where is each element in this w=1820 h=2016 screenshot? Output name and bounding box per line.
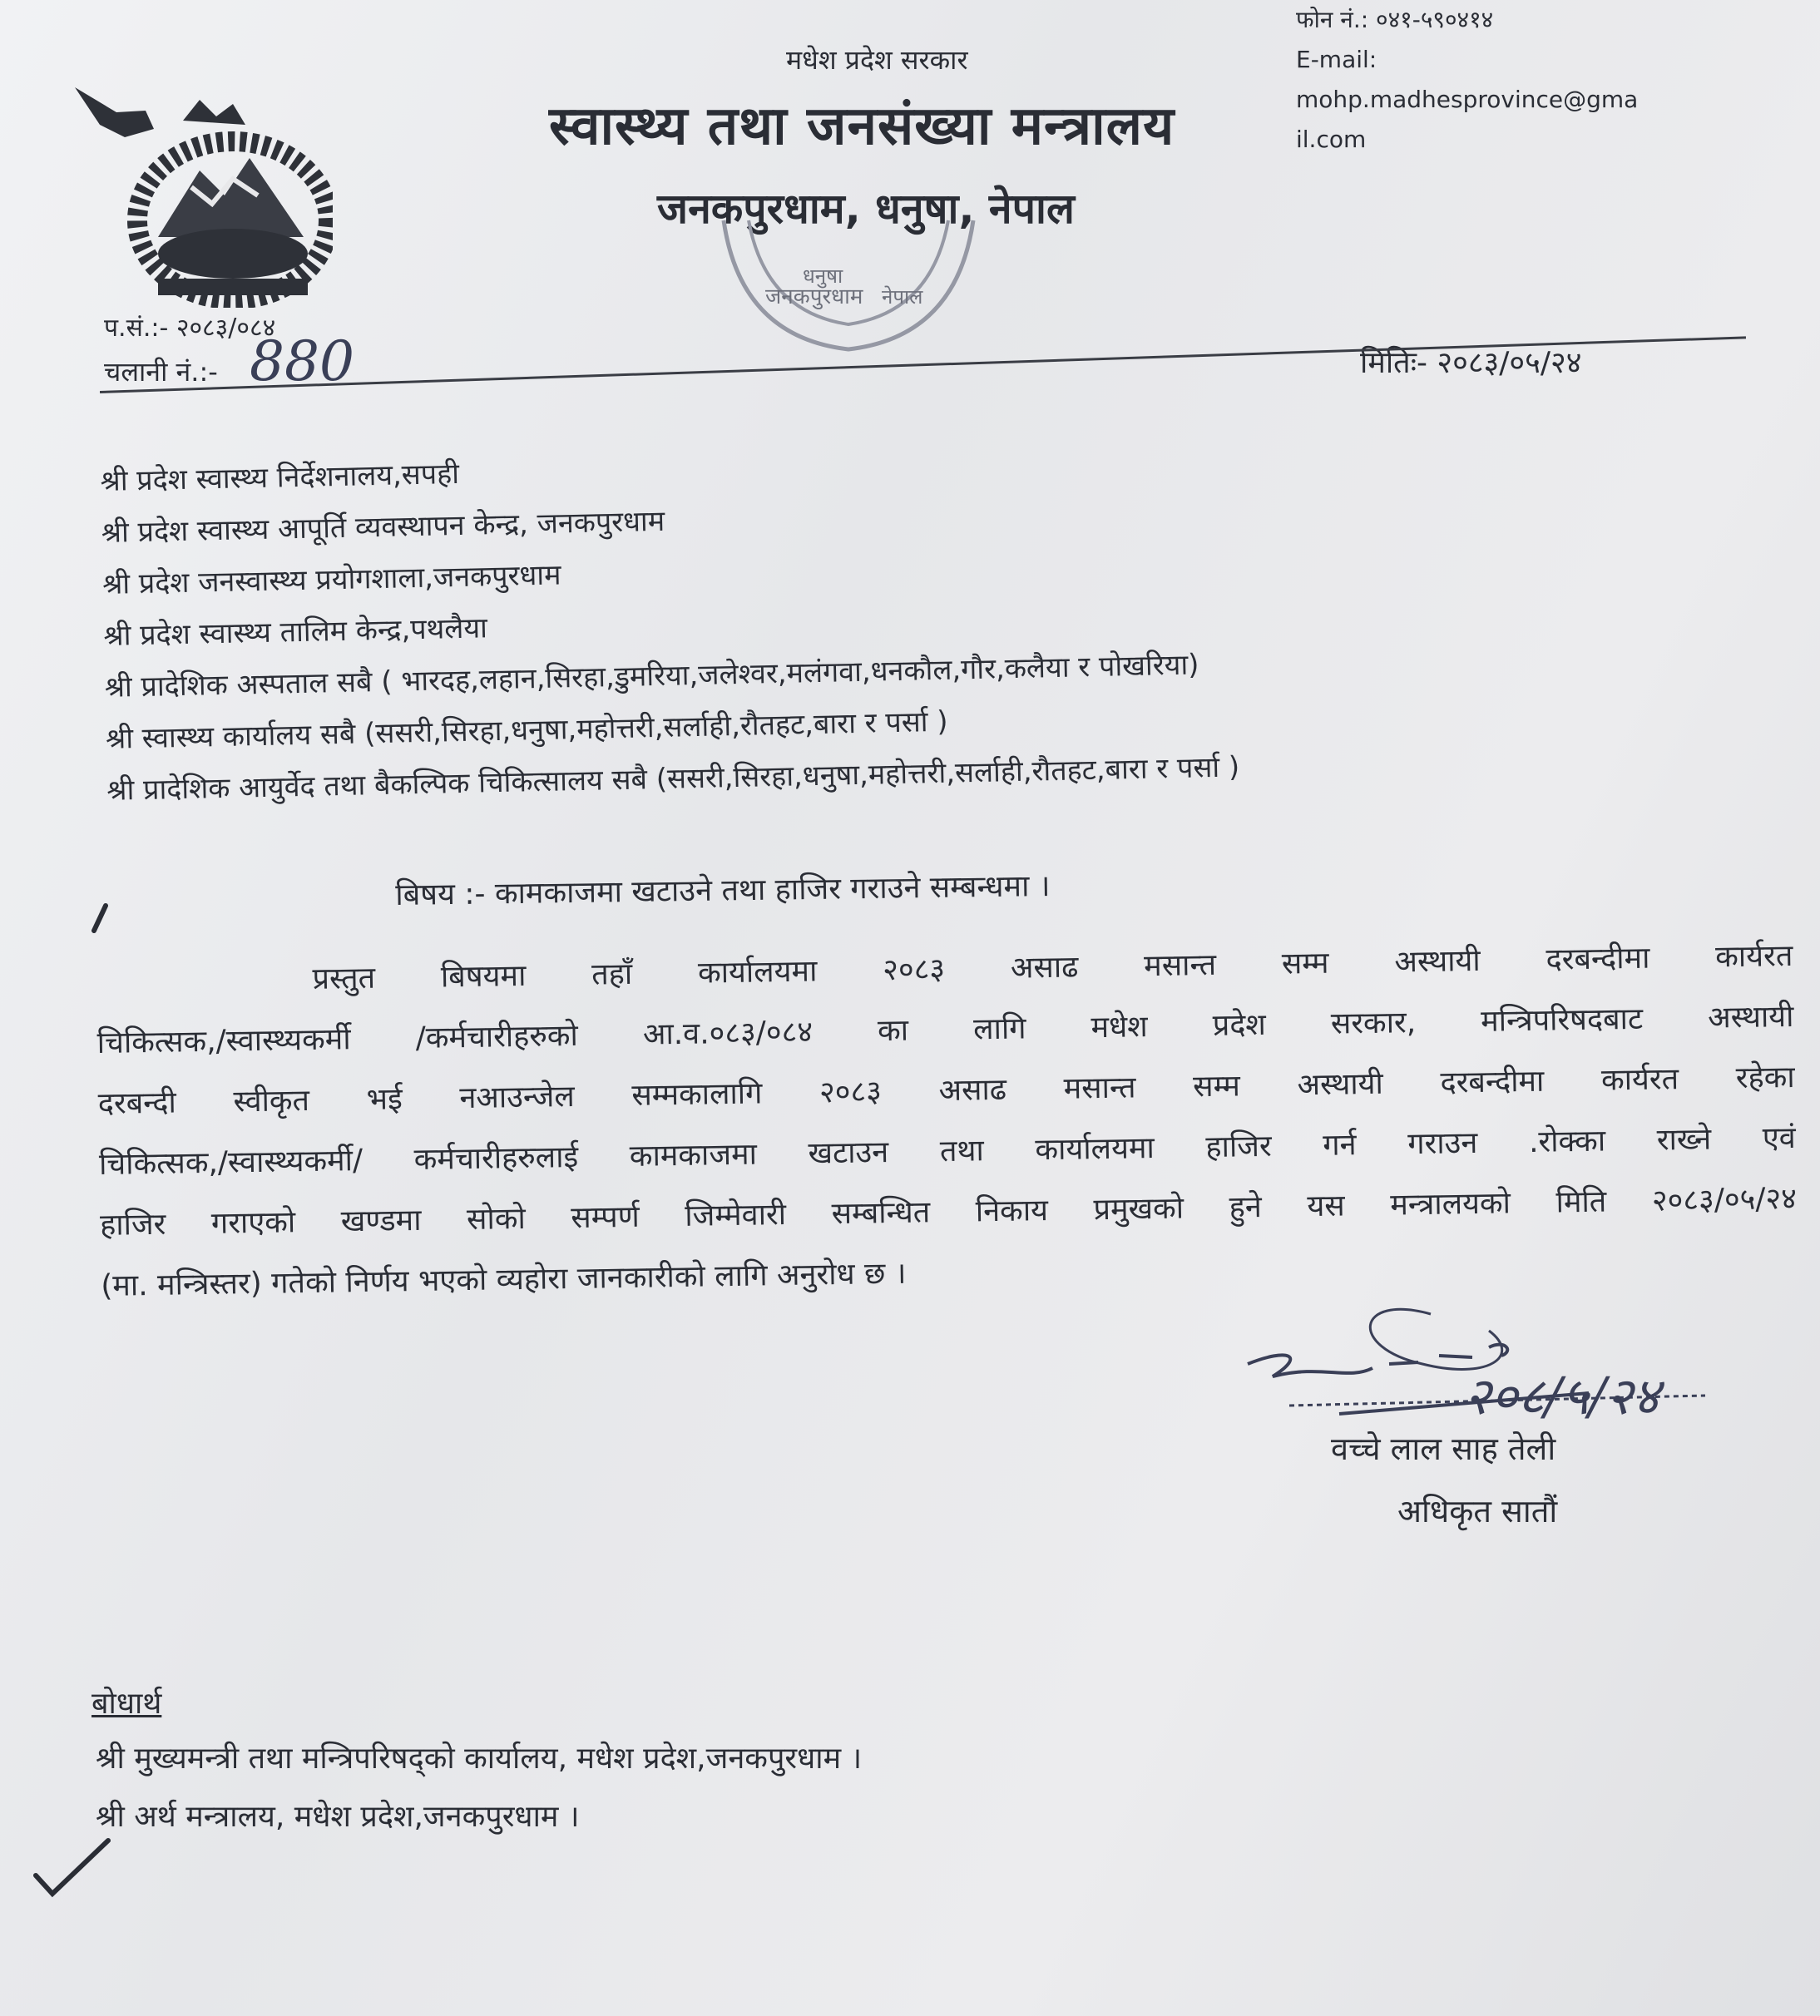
body-line: चिकित्सक,/स्वास्थ्यकर्मी/ कर्मचारीहरुलाई कामकाजमा खटाउन तथा कार्यालयमा हाजिर गर्न गराउन .रोक्का राख्ने एवं xyxy=(98,1120,1797,1182)
cc-item: श्री अर्थ मन्त्रालय, मधेश प्रदेश,जनकपुरधाम । xyxy=(96,1800,580,1834)
body-line: दरबन्दी स्वीकृत भई नआउन्जेल सम्मकालागि २०८३ असाढ मसान्त सम्म अस्थायी दरबन्दीमा कार्यरत रहेका xyxy=(97,1060,1795,1121)
signatory-designation: अधिकृत सातौं xyxy=(1397,1493,1558,1529)
office-stamp xyxy=(707,212,990,362)
recipient-item: श्री प्रादेशिक आयुर्वेद तथा बैकल्पिक चिकित्सालय सबै (ससरी,सिरहा,धनुषा,महोत्तरी,सर्लाही,रौतहट,बारा र पर्सा ) xyxy=(106,750,1240,808)
recipient-item: श्री स्वास्थ्य कार्यालय सबै (ससरी,सिरहा,धनुषा,महोत्तरी,सर्लाही,रौतहट,बारा र पर्सा ) xyxy=(105,704,948,756)
ministry-title: स्वास्थ्य तथा जनसंख्या मन्त्रालय xyxy=(549,96,1175,157)
phone-number: फोन नं.: ०४१-५९०४१४ xyxy=(1296,6,1494,33)
recipient-item: श्री प्रादेशिक अस्पताल सबै ( भारदह,लहान,सिरहा,डुमरिया,जलेश्वर,मलंगवा,धनकौल,गौर,कलैया र पोखरिया) xyxy=(104,648,1199,704)
letter-date: मितिः- २०८३/०५/२४ xyxy=(1360,346,1582,380)
pen-tick-mark-icon xyxy=(87,902,112,936)
email-address-line2: il.com xyxy=(1296,126,1367,153)
government-name: मधेश प्रदेश सरकार xyxy=(786,44,968,76)
reference-number: प.सं.:- २०८३/०८४ xyxy=(104,314,276,343)
challani-label: चलानी नं.:- xyxy=(104,356,218,388)
ministry-address: जनकपुरधाम, धनुषा, नेपाल xyxy=(657,185,1075,233)
challani-number-handwritten: 880 xyxy=(250,329,354,393)
stamp-text-right: नेपाल xyxy=(882,285,923,309)
signatory-name: वच्चे लाल साह तेली xyxy=(1331,1430,1556,1467)
recipient-item: श्री प्रदेश स्वास्थ्य आपूर्ति व्यवस्थापन केन्द्र, जनकपुरधाम xyxy=(101,504,665,550)
handwritten-signature xyxy=(1239,1297,1797,1447)
stamp-text-top: धनुषा xyxy=(803,264,843,288)
recipient-item: श्री प्रदेश जनस्वास्थ्य प्रयोगशाला,जनकपुरधाम xyxy=(101,558,561,601)
body-line: हाजिर गराएको खण्डमा सोको सम्पर्ण जिम्मेवारी सम्बन्धित निकाय प्रमुखको हुने यस मन्त्रालयको मिति २०८३/०५/२४ xyxy=(99,1181,1798,1243)
contact-block xyxy=(1296,0,1638,160)
recipient-item: श्री प्रदेश स्वास्थ्य तालिम केन्द्र,पथलैया xyxy=(103,611,488,653)
stamp-text-left: जनकपुरधाम xyxy=(765,284,863,309)
body-line: चिकित्सक,/स्वास्थ्यकर्मी /कर्मचारीहरुको आ.व.०८३/०८४ का लागि मधेश प्रदेश सरकार, मन्त्रिपरिषदबाट अस्थायी xyxy=(96,999,1794,1060)
recipient-item: श्री प्रदेश स्वास्थ्य निर्देशनालय,सपही xyxy=(100,457,460,498)
nepal-emblem-icon xyxy=(67,79,333,308)
pen-check-mark-icon xyxy=(29,1834,112,1900)
cc-heading: बोधार्थ xyxy=(91,1687,162,1721)
cc-list xyxy=(96,1730,862,1846)
signature-date-note: २०८/५/२४ xyxy=(1464,1366,1660,1426)
cc-item: श्री मुख्यमन्त्री तथा मन्त्रिपरिषद्को कार्यालय, मधेश प्रदेश,जनकपुरधाम । xyxy=(96,1742,863,1776)
body-line: प्रस्तुत बिषयमा तहाँ कार्यालयमा २०८३ असाढ मसान्त सम्म अस्थायी दरबन्दीमा कार्यरत xyxy=(312,938,1793,996)
email-address-line1: mohp.madhesprovince@gma xyxy=(1296,86,1639,113)
recipient-list xyxy=(100,432,1240,816)
letter-subject: बिषय :- कामकाजमा खटाउने तथा हाजिर गराउने सम्बन्धमा । xyxy=(395,869,1051,912)
email-label: E-mail: xyxy=(1296,46,1377,73)
body-line: (मा. मन्त्रिस्तर) गतेको निर्णय भएको व्यहोरा जानकारीको लागि अनुरोध छ । xyxy=(100,1256,907,1303)
letter-body xyxy=(96,926,1798,1317)
